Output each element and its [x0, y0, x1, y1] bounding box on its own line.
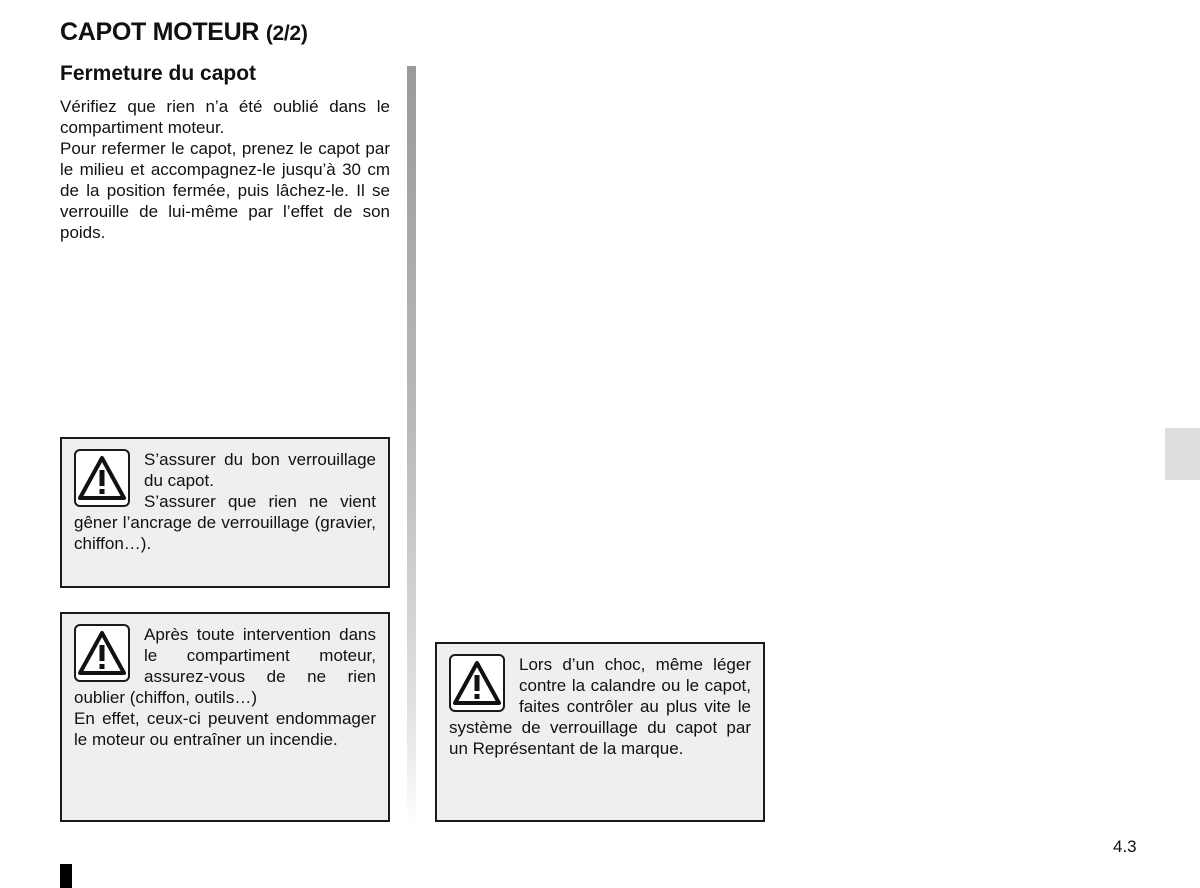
section-heading: Fermeture du capot: [60, 62, 257, 85]
column-divider: [407, 66, 416, 826]
warning-text: En effet, ceux-ci peuvent endommager le moteur ou entraîner un incendie.: [74, 709, 376, 749]
body-paragraph: Pour refermer le capot, prenez le capot par le milieu et accompagnez-le jusqu’à 30 cm de la position fermée, puis lâchez-le. Il se verrouille de lui-même par l’effet de son poids.: [60, 139, 390, 242]
warning-triangle-icon: [74, 449, 130, 507]
warning-text: S’assurer du bon verrouillage du capot.: [144, 450, 376, 490]
page-number: 4.3: [1113, 837, 1137, 856]
warning-note: [60, 437, 390, 588]
page-title-text: CAPOT MOTEUR: [60, 18, 260, 46]
warning-triangle-icon: [74, 624, 130, 682]
warning-text: Après toute intervention dans le compartiment moteur, assurez-vous de ne rien oublier (chiffon, outils…): [74, 625, 376, 707]
page-title: [60, 18, 308, 47]
corner-mark: [60, 864, 72, 888]
chapter-tab: [1165, 428, 1200, 480]
warning-text: Lors d’un choc, même léger contre la calandre ou le capot, faites contrôler au plus vite le système de verrouillage du capot par un Représentant de la marque.: [449, 655, 751, 758]
warning-note: [60, 612, 390, 822]
warning-text: S’assurer que rien ne vient gêner l’ancrage de verrouillage (gravier, chiffon…).: [74, 492, 376, 553]
page-title-suffix: (2/2): [265, 22, 308, 45]
warning-triangle-icon: [449, 654, 505, 712]
section-body: [60, 96, 390, 243]
body-paragraph: Vérifiez que rien n’a été oublié dans le compartiment moteur.: [60, 97, 390, 137]
warning-note: [435, 642, 765, 822]
